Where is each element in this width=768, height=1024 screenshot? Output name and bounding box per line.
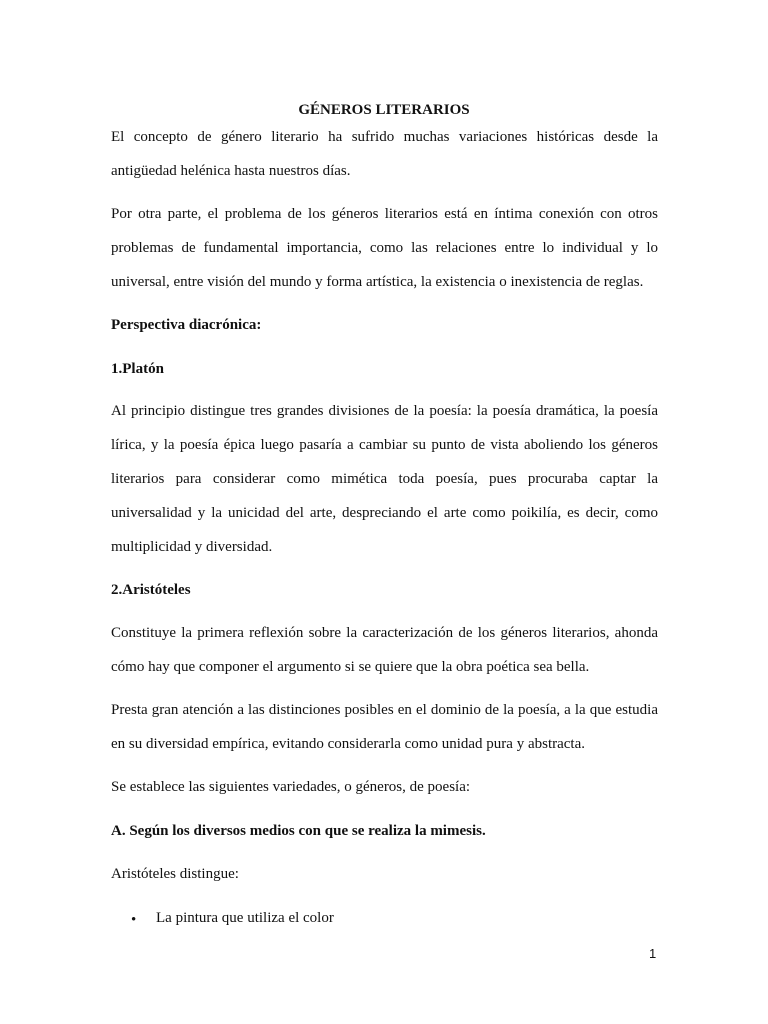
paragraph-2-line-2: problemas de fundamental importancia, como las relaciones entre lo individual y lo (111, 240, 658, 256)
paragraph-5-line-2: en su diversidad empírica, evitando considerarla como unidad pura y abstracta. (111, 736, 585, 752)
paragraph-4-line-1: Constituye la primera reflexión sobre la caracterización de los géneros literarios, ahonda (111, 625, 658, 641)
heading-perspectiva: Perspectiva diacrónica: (111, 317, 262, 333)
paragraph-7: Aristóteles distingue: (111, 866, 239, 882)
paragraph-2-line-1: Por otra parte, el problema de los géneros literarios está en íntima conexión con otros (111, 206, 658, 222)
paragraph-1-line-2: antigüedad helénica hasta nuestros días. (111, 163, 351, 179)
heading-section-a: A. Según los diversos medios con que se realiza la mimesis. (111, 823, 486, 839)
bullet-item-1: La pintura que utiliza el color (156, 910, 334, 926)
paragraph-3-line-4: universalidad y la unicidad del arte, despreciando el arte como poikilía, es decir, como (111, 505, 658, 521)
paragraph-6: Se establece las siguientes variedades, o géneros, de poesía: (111, 779, 471, 795)
paragraph-3-line-2: lírica, y la poesía épica luego pasaría a cambiar su punto de vista aboliendo los géneros (111, 437, 658, 453)
paragraph-2-line-3: universal, entre visión del mundo y forma artística, la existencia o inexistencia de reglas. (111, 274, 644, 290)
heading-aristoteles: 2.Aristóteles (111, 582, 191, 598)
paragraph-3-line-5: multiplicidad y diversidad. (111, 539, 273, 555)
document-title: GÉNEROS LITERARIOS (298, 102, 470, 118)
paragraph-3-line-1: Al principio distingue tres grandes divisiones de la poesía: la poesía dramática, la poesía (111, 403, 658, 419)
paragraph-1-line-1: El concepto de género literario ha sufrido muchas variaciones históricas desde la (111, 129, 658, 145)
heading-platon: 1.Platón (111, 361, 164, 377)
page-number: 1 (649, 946, 657, 961)
paragraph-3-line-3: literarios para considerar como mimética toda poesía, pues procuraba captar la (111, 471, 658, 487)
paragraph-5-line-1: Presta gran atención a las distinciones posibles en el dominio de la poesía, a la que estudia (111, 702, 658, 718)
bullet-icon: • (131, 912, 137, 928)
paragraph-4-line-2: cómo hay que componer el argumento si se quiere que la obra poética sea bella. (111, 659, 590, 675)
